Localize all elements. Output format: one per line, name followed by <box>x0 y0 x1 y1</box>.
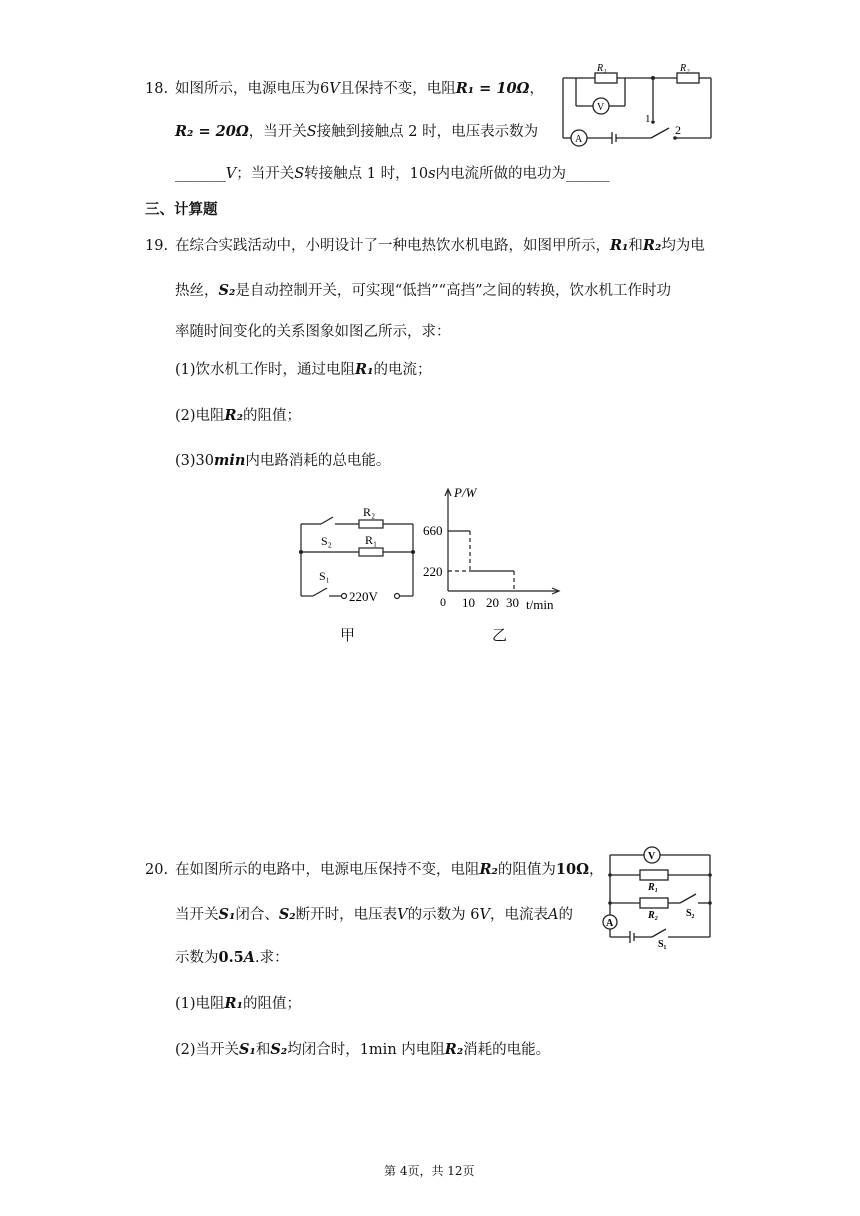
question-19-line-1: 在综合实践活动中，小明设计了一种电热饮水机电路，如图甲所示，R₁和R₂均为电 <box>175 237 705 254</box>
question-18-line-3: _______V；当开关S转接触点 1 时，10s内电流所做的电功为______ <box>175 166 610 182</box>
question-18-line-2: R₂ = 20Ω，当开关S接触到接触点 2 时，电压表示数为 <box>175 123 539 140</box>
x-tick-10: 10 <box>462 595 475 610</box>
r2-label: R₂ <box>680 63 690 74</box>
sub-question-1: (1)饮水机工作时，通过电阻R₁的电流； <box>175 361 432 378</box>
sub-question-1: (1)电阻R₁的阻值； <box>175 995 301 1012</box>
x-tick-20: 20 <box>486 595 499 610</box>
contact-1-label: 1 <box>645 113 651 125</box>
question-20-line-3: 示数为0.5A.求： <box>175 949 289 966</box>
question-number: 18. <box>145 81 169 97</box>
q20-circuit-diagram <box>600 843 718 949</box>
contact-2-label: 2 <box>675 123 681 137</box>
r1-label: R₁ <box>365 533 378 547</box>
r2-label: R₂ <box>363 505 376 519</box>
page-footer: 第 4页，共 12页 <box>384 1164 475 1178</box>
y-tick-660: 660 <box>423 523 443 538</box>
voltmeter-label: V <box>597 102 605 113</box>
s1-label: S₁ <box>319 569 330 583</box>
r1-label: R₁ <box>597 63 607 74</box>
s1-label: S₁ <box>658 939 667 949</box>
voltmeter-label: V <box>648 851 656 862</box>
figure-caption-jia: 甲 <box>340 626 356 644</box>
figure-caption-yi: 乙 <box>492 626 508 644</box>
q18-circuit-diagram <box>555 62 717 148</box>
question-19-line-2: 热丝，S₂是自动控制开关，可实现“低挡”“高挡”之间的转换，饮水机工作时功 <box>175 282 671 299</box>
question-19-line-3: 率随时间变化的关系图象如图乙所示，求： <box>175 324 451 340</box>
r1-label: R₁ <box>648 882 659 893</box>
sub-question-3: (3)30min内电路消耗的总电能。 <box>175 452 391 469</box>
s2-label: S₂ <box>686 908 695 919</box>
question-18-line-1: 如图所示，电源电压为6V且保持不变，电阻R₁ = 10Ω， <box>175 80 544 97</box>
s2-label: S₂ <box>321 534 332 548</box>
ammeter-label: A <box>606 918 614 929</box>
sub-question-2: (2)电阻R₂的阻值； <box>175 407 301 424</box>
x-tick-30: 30 <box>506 595 519 610</box>
section-heading: 三、计算题 <box>145 201 218 218</box>
question-number: 19. <box>145 238 169 254</box>
question-20-line-1: 在如图所示的电路中，电源电压保持不变，电阻R₂的阻值为10Ω， <box>175 861 604 878</box>
x-axis-label: t/min <box>526 597 554 612</box>
figure-jia-circuit <box>295 500 420 604</box>
question-20-line-2: 当开关S₁闭合、S₂断开时，电压表V的示数为 6V，电流表A的 <box>175 906 573 923</box>
ammeter-label: A <box>575 134 583 145</box>
y-axis-label: P/W <box>454 485 477 500</box>
origin-label: 0 <box>440 595 446 609</box>
question-number: 20. <box>145 862 169 878</box>
sub-question-2: (2)当开关S₁和S₂均闭合时，1min 内电阻R₂消耗的电能。 <box>175 1041 551 1058</box>
voltage-label: 220V <box>349 589 378 604</box>
r2-label: R₂ <box>648 910 659 921</box>
figure-yi-power-time-graph <box>418 485 568 615</box>
y-tick-220: 220 <box>423 564 443 579</box>
